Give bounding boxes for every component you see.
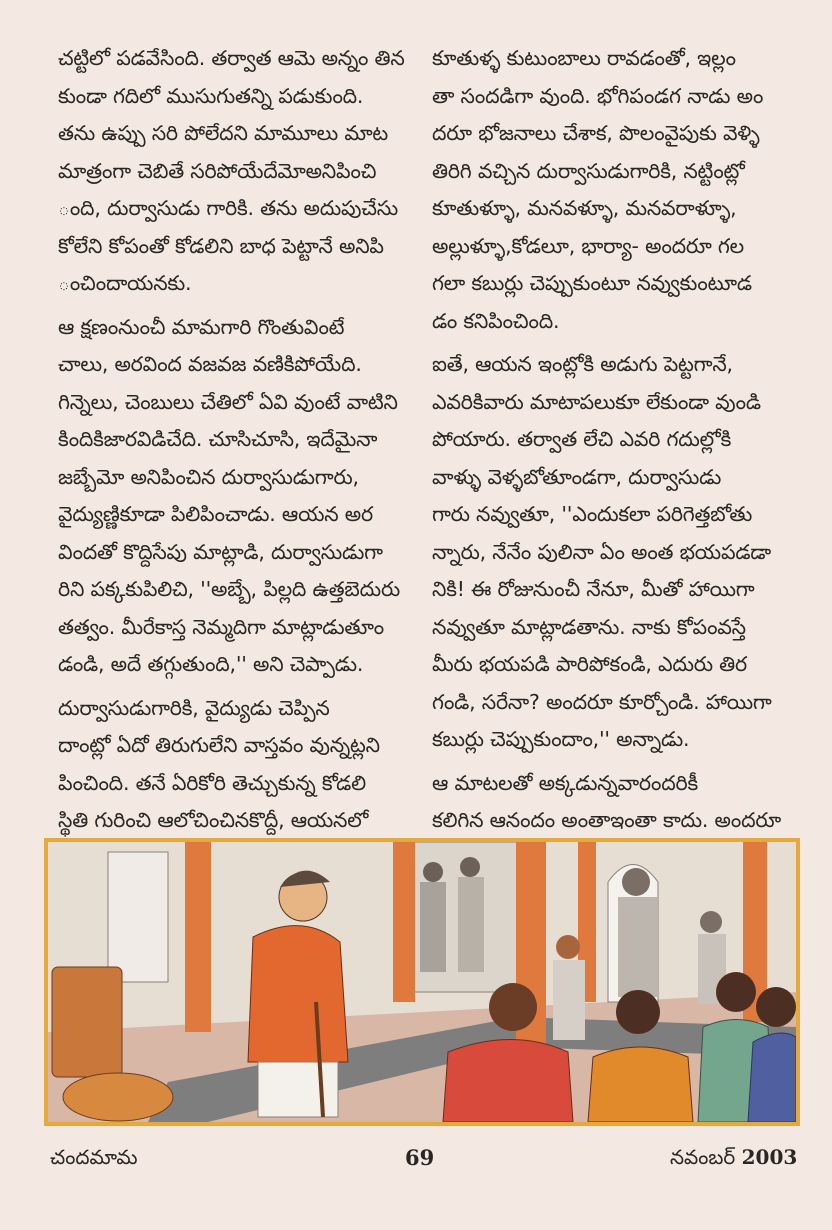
text-line: గారు నవ్వుతూ, ''ఎందుకలా పరిగెత్తబోతు [432, 502, 753, 526]
text-line: ఆ క్షణంనుంచీ మామగారి గొంతువింటే [58, 314, 345, 339]
text-line: ఎవరికివారు మాటాపలుకూ లేకుండా వుండి [432, 389, 761, 414]
text-line: వైద్యుణ్ణికూడా పిలిపించాడు. ఆయన అర [58, 502, 373, 526]
text-line: దాంట్లో ఏదో తిరుగులేని వాస్తవం వున్నట్లని [58, 733, 380, 757]
text-line: నవ్వుతూ మాట్లాడతాను. నాకు కోపంవస్తే [432, 614, 746, 639]
text-line: తత్వం. మీరేకాస్త నెమ్మదిగా మాట్లాడుతూం [58, 614, 384, 639]
text-line: అల్లుళ్ళూ,కోడలూ, భార్యా- అందరూ గల [432, 233, 744, 258]
text-line: ఐతే, ఆయన ఇంట్లోకి అడుగు పెట్టగానే, [432, 352, 733, 376]
text-line: ంచిందాయనకు. [58, 271, 192, 295]
text-line: కిందికిజారవిడిచేది. చూసిచూసి, ఇదేమైనా [58, 427, 378, 451]
text-line: నికి! ఈ రోజునుంచీ నేనూ, మీతో హాయిగా [432, 577, 755, 601]
text-line: గలా కబుర్లు చెప్పుకుంటూ నవ్వుకుంటూడ [432, 271, 752, 295]
text-line: మీరు భయపడి పారిపోకండి, ఎదురు తిర [432, 652, 747, 676]
text-line: గండి, సరేనా? అందరూ కూర్చోండి. హాయిగా [432, 689, 772, 714]
text-line: ంది, దుర్వాసుడు గారికి. తను అదుపుచేసు [58, 196, 398, 220]
text-line: మాత్రంగా చెబితే సరిపోయేదేమోఅనిపించి [58, 158, 377, 183]
text-line: వాళ్ళు వెళ్ళబోతూండగా, దుర్వాసుడు [432, 464, 722, 489]
text-line: కూతుళ్ళూ, మనవళ్ళూ, మనవరాళ్ళూ, [432, 196, 737, 220]
magazine-name: చందమామ [50, 1145, 138, 1169]
issue-month: నవంబర్ [670, 1145, 736, 1169]
text-line: పించింది. తనే ఏరికోరి తెచ్చుకున్న కోడలి [58, 770, 366, 795]
article-right-column [432, 40, 802, 915]
text-line: స్థితి గురించి ఆలోచించినకొద్దీ, ఆయనలో [58, 808, 369, 832]
text-line: డండి, అదే తగ్గుతుంది,'' అని చెప్పాడు. [58, 652, 364, 676]
text-line: కలిగిన ఆనందం అంతాఇంతా కాదు. అందరూ [432, 808, 782, 832]
story-illustration [44, 838, 800, 1126]
text-line: చాలు, అరవింద వజవజ వణికిపోయేది. [58, 352, 362, 376]
text-line: న్నారు, నేనేం పులినా ఏం అంత భయపడడా [432, 539, 772, 564]
text-line: దరూ భోజనాలు చేశాక, పొలంవైపుకు వెళ్ళి [432, 121, 760, 145]
text-line: ఆ మాటలతో అక్కడున్నవారందరికీ [432, 770, 698, 795]
text-line: పోయారు. తర్వాత లేచి ఎవరి గదుల్లోకి [432, 427, 732, 451]
text-line: కూతుళ్ళ కుటుంబాలు రావడంతో, ఇల్లం [432, 46, 736, 70]
text-line: చట్టిలో పడవేసింది. తర్వాత ఆమె అన్నం తిన [58, 46, 405, 70]
issue-year: 2003 [741, 1145, 798, 1169]
page-number: 69 [405, 1145, 435, 1170]
text-line: తను ఉప్పు సరి పోలేదని మామూలు మాట [58, 121, 389, 145]
text-line: కబుర్లు చెప్పుకుందాం,'' అన్నాడు. [432, 727, 690, 751]
text-line: దుర్వాసుడుగారికి, వైద్యుడు చెప్పిన [58, 695, 330, 720]
text-line: తిరిగి వచ్చిన దుర్వాసుడుగారికి, నట్టింట్లో [432, 158, 745, 183]
text-line: రిని పక్కకుపిలిచి, ''అబ్బే, పిల్లది ఉత్తబెదురు [58, 577, 400, 601]
text-line: కుండా గదిలో ముసుగుతన్ని పడుకుంది. [58, 83, 364, 108]
text-line: వింద‌తో కొద్దిసేపు మాట్లాడి, దుర్వాసుడుగా [58, 539, 383, 564]
article-left-column [58, 40, 414, 921]
text-line: గిన్నెలు, చెంబులు చేతిలో ఏవి వుంటే వాటిని [58, 389, 398, 414]
text-line: తా సందడిగా వుంది. భోగిపండగ నాడు అం [432, 83, 764, 108]
text-line: జబ్బేమో అనిపించిన దుర్వాసుడుగారు, [58, 464, 359, 489]
text-line: కోలేని కోపంతో కోడలిని బాధ పెట్టానే అనిపి [58, 233, 384, 258]
text-line: డం కనిపించింది. [432, 308, 560, 333]
issue-date [670, 1145, 797, 1174]
